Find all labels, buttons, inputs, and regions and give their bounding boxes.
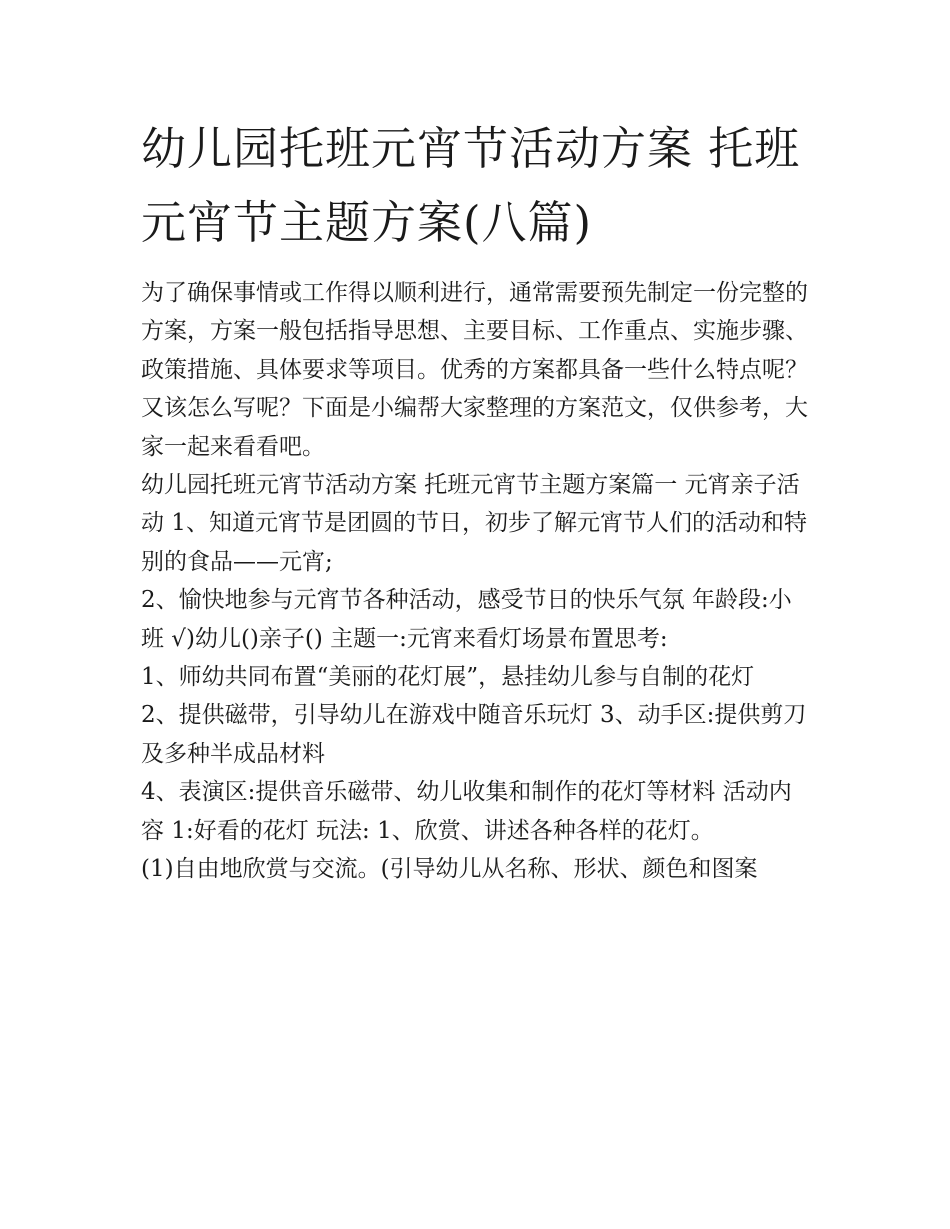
paragraph-section-one: 幼儿园托班元宵节活动方案 托班元宵节主题方案篇一 元宵亲子活动 1、知道元宵节是团圆的节日，初步了解元宵节人们的活动和特别的食品——元宵; bbox=[141, 472, 807, 575]
paragraph-setup-four: 4、表演区:提供音乐磁带、幼儿收集和制作的花灯等材料 活动内容 1:好看的花灯 玩法: 1、欣赏、讲述各种各样的花灯。 bbox=[141, 779, 792, 844]
paragraph-goal-two: 2、愉快地参与元宵节各种活动，感受节日的快乐气氛 年龄段:小班 √)幼儿()亲子() 主题一:元宵来看灯场景布置思考: bbox=[141, 587, 792, 652]
document-body bbox=[141, 112, 813, 889]
paragraph-activity-detail: (1)自由地欣赏与交流。(引导幼儿从名称、形状、颜色和图案 bbox=[141, 856, 758, 883]
paragraph-setup-one: 1、师幼共同布置“美丽的花灯展”，悬挂幼儿参与自制的花灯 bbox=[141, 664, 755, 691]
paragraph-intro: 为了确保事情或工作得以顺利进行，通常需要预先制定一份完整的方案，方案一般包括指导思想、主要目标、工作重点、实施步骤、政策措施、具体要求等项目。优秀的方案都具备一些什么特点呢？又该怎么写呢？下面是小编帮大家整理的方案范文，仅供参考，大家一起来看看吧。 bbox=[141, 280, 808, 460]
document-title: 幼儿园托班元宵节活动方案 托班元宵节主题方案(八篇) bbox=[141, 122, 801, 249]
paragraph-setup-two: 2、提供磁带，引导幼儿在游戏中随音乐玩灯 3、动手区:提供剪刀及多种半成品材料 bbox=[141, 702, 807, 767]
